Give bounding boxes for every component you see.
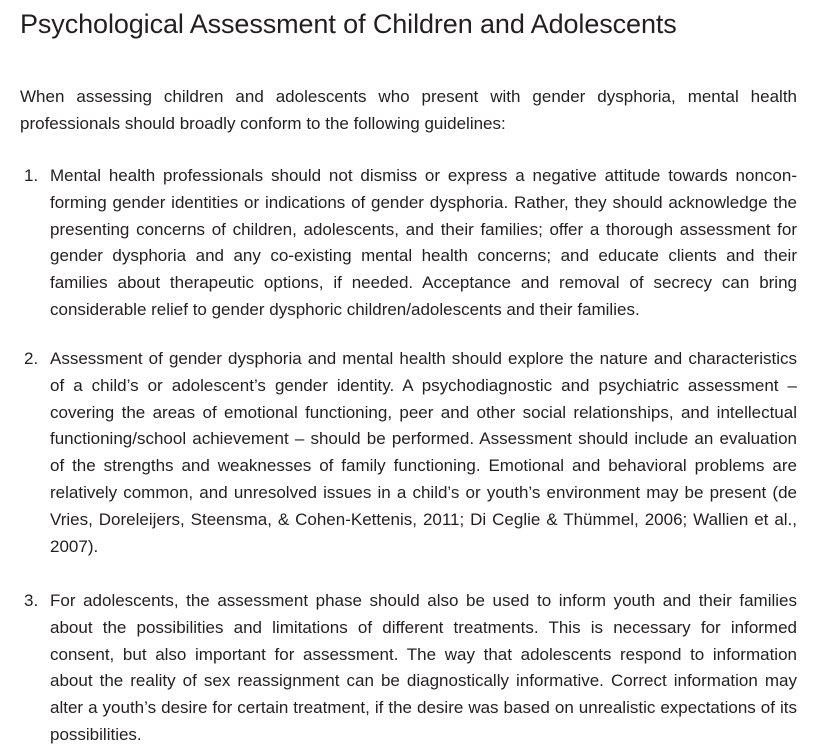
list-item-text: For adolescents, the assessment phase should also be used to inform youth and their families about the possibilities and limitations of different treatments. This is necessary for informed consent, but also important for assessment. The way that adolescents respond to information about the reality of sex reassignment can be diagnostically informative. Correct information may alter a youth’s desire for certain treatment, if the desire was based on unrealistic expectations of its possibilities. [50, 591, 797, 744]
list-item-number: 3. [24, 591, 39, 610]
list-item-text: Assessment of gender dysphoria and mental health should explore the nature and characteristics of a child’s or adolescent’s gender identity. A psychodiagnostic and psychiatric assessment – covering the areas of emotional functioning, peer and other social relationships, and intellectual functioning/school achievement – should be performed. Assessment should include an evaluation of the strengths and weaknesses of family functioning. Emotional and behavioral problems are relatively common, and unresolved issues in a child’s or youth’s environment may be present (de Vries, Doreleijers, Steensma, & Cohen-Kettenis, 2011; Di Ceglie & Thümmel, 2006; Wallien et al., 2007). [50, 349, 797, 556]
list-item-number: 2. [24, 349, 39, 368]
list-item-text: Mental health professionals should not dismiss or express a negative attitude towards nonconforming gender identities or indications of gender dysphoria. Rather, they should acknowledge the presenting concerns of children, adolescents, and their families; offer a thorough assessment for gender dysphoria and any co-existing mental health concerns; and educate clients and their families about therapeutic options, if needed. Acceptance and removal of secrecy can bring considerable relief to gender dysphoric children/adolescents and their families. [50, 166, 797, 319]
list-item-number: 1. [24, 166, 39, 185]
intro-paragraph: When assessing children and adolescents who present with gender dysphoria, mental health professionals should broadly conform to the following guidelines: [20, 87, 797, 133]
page-title: Psychological Assessment of Children and Adolescents [20, 9, 677, 39]
